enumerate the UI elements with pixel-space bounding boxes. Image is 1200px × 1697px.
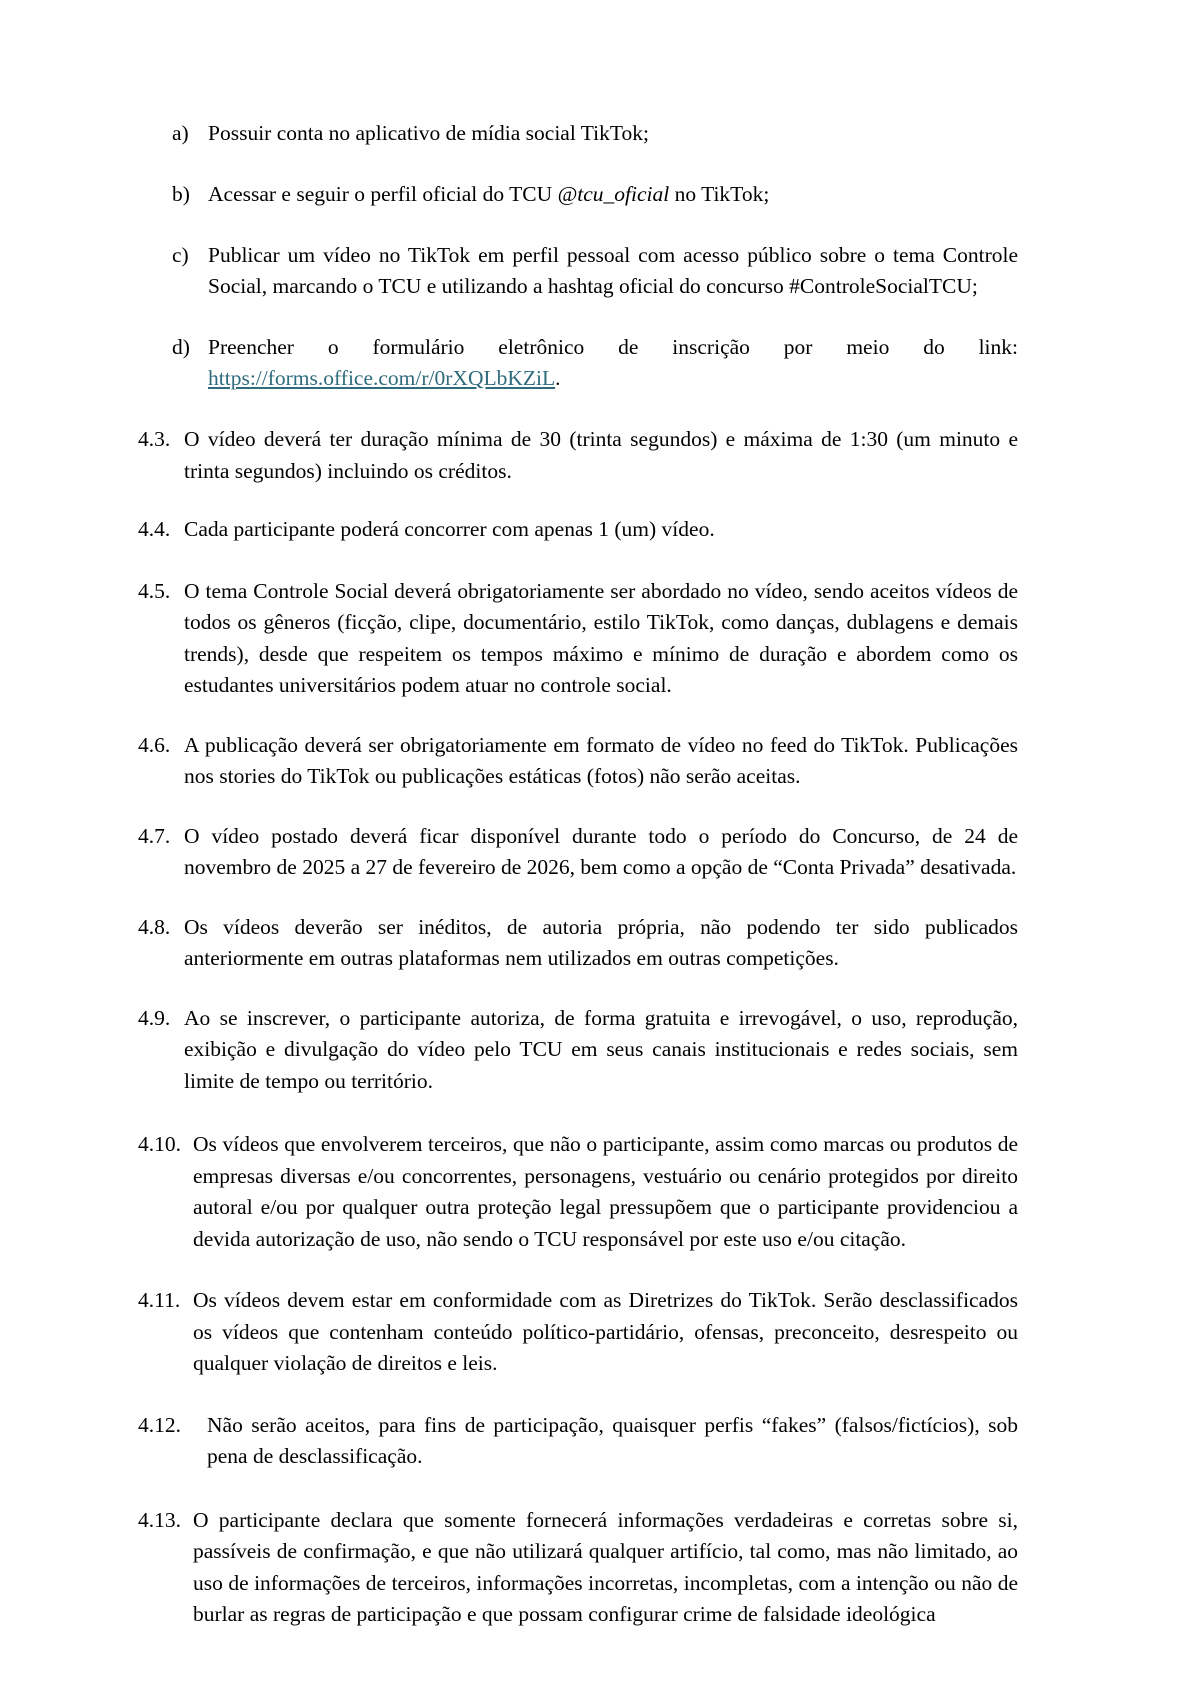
- clause-4-5-text: O tema Controle Social deverá obrigatoriamente ser abordado no vídeo, sendo aceitos vídeos de todos os gêneros (ficção, clipe, documentário, estilo TikTok, como danças, dublagens e demais trends), desde que respeitem os tempos máximo e mínimo de duração e abordem como os estudantes universitários podem atuar no controle social.: [184, 578, 1018, 697]
- list-marker-a: a): [172, 121, 189, 145]
- clause-4-8-text: Os vídeos deverão ser inéditos, de autoria própria, não podendo ter sido publicados anteriormente em outras plataformas nem utilizados em outras competições.: [184, 914, 1018, 970]
- clause-4-10-text: Os vídeos que envolverem terceiros, que não o participante, assim como marcas ou produtos de empresas diversas e/ou concorrentes, personagens, vestuário ou cenário protegidos por direito autoral e/ou por qualquer outra proteção legal pressupõem que o participante providenciou a devida autorização de uso, não sendo o TCU responsável por este uso e/ou citação.: [193, 1132, 1018, 1251]
- list-item-d: [138, 332, 1018, 394]
- list-item-c-text: Publicar um vídeo no TikTok em perfil pessoal com acesso público sobre o tema Controle Social, marcando o TCU e utilizando a hashtag oficial do concurso #ControleSocialTCU;: [208, 243, 1018, 298]
- clause-4-4-text: Cada participante poderá concorrer com apenas 1 (um) vídeo.: [184, 517, 715, 541]
- clause-4-6: [138, 730, 1018, 793]
- clause-4-13-text: O participante declara que somente fornecerá informações verdadeiras e corretas sobre si, passíveis de confirmação, e que não utilizará qualquer artifício, tal como, mas não limitado, ao uso de informações de terceiros, informações incorretas, incompletas, com a intenção ou não de burlar as regras de participação e que possam configurar crime de falsidade ideológica: [193, 1507, 1018, 1626]
- clause-4-7-text: O vídeo postado deverá ficar disponível durante todo o período do Concurso, de 24 de novembro de 2025 a 27 de fevereiro de 2026, bem como a opção de “Conta Privada” desativada.: [184, 823, 1018, 879]
- clause-4-10-number: 4.10.: [138, 1132, 181, 1156]
- list-item-b-text-before: Acessar e seguir o perfil oficial do TCU: [208, 182, 558, 206]
- list-marker-b: b): [172, 182, 190, 206]
- list-item-c: [138, 240, 1018, 302]
- registration-form-link[interactable]: https://forms.office.com/r/0rXQLbKZiL: [208, 366, 556, 390]
- clause-4-13: [138, 1505, 1018, 1631]
- clause-4-3: [138, 424, 1018, 487]
- list-marker-c: c): [172, 243, 189, 267]
- clause-4-12: [138, 1410, 1018, 1473]
- clause-4-3-number: 4.3.: [138, 427, 171, 451]
- list-item-b-text: [208, 179, 1018, 210]
- clause-4-3-text: O vídeo deverá ter duração mínima de 30 (trinta segundos) e máxima de 1:30 (um minuto e trinta segundos) incluindo os créditos.: [184, 427, 1018, 483]
- clause-4-9-number: 4.9.: [138, 1005, 171, 1030]
- list-marker-d: d): [172, 335, 190, 359]
- clause-4-7: [138, 821, 1018, 884]
- list-item-d-text: [208, 332, 1018, 394]
- tcu-handle: @tcu_oficial: [557, 182, 670, 206]
- list-item-d-text-after: .: [555, 366, 561, 390]
- clause-4-13-number: 4.13.: [138, 1507, 181, 1532]
- clause-4-4: [138, 514, 1018, 546]
- clause-4-11-number: 4.11.: [138, 1288, 181, 1312]
- clause-4-11: [138, 1285, 1018, 1380]
- clause-4-6-number: 4.6.: [138, 732, 171, 757]
- clause-4-10: [138, 1129, 1018, 1255]
- list-item-d-text-before: Preencher o formulário eletrônico de inscrição por meio do link:: [208, 335, 1018, 359]
- list-item-b: [138, 179, 1018, 210]
- clause-4-4-number: 4.4.: [138, 517, 171, 541]
- clause-4-11-text: Os vídeos devem estar em conformidade com as Diretrizes do TikTok. Serão desclassificados os vídeos que contenham conteúdo político-partidário, ofensas, preconceito, desrespeito ou qualquer violação de direitos e leis.: [193, 1288, 1018, 1375]
- clause-4-5-number: 4.5.: [138, 578, 171, 603]
- clause-4-12-number: 4.12.: [138, 1412, 181, 1437]
- document-content: [138, 118, 1018, 1631]
- list-item-a-text: Possuir conta no aplicativo de mídia social TikTok;: [208, 121, 650, 145]
- clause-4-7-number: 4.7.: [138, 823, 171, 848]
- clause-4-8-number: 4.8.: [138, 914, 171, 939]
- clause-4-6-text: A publicação deverá ser obrigatoriamente em formato de vídeo no feed do TikTok. Publicações nos stories do TikTok ou publicações estáticas (fotos) não serão aceitas.: [184, 732, 1018, 788]
- list-item-b-text-after: no TikTok;: [669, 182, 770, 206]
- clause-4-9-text: Ao se inscrever, o participante autoriza, de forma gratuita e irrevogável, o uso, reprodução, exibição e divulgação do vídeo pelo TCU em seus canais institucionais e redes sociais, sem limite de tempo ou território.: [184, 1005, 1018, 1093]
- clause-4-9: [138, 1003, 1018, 1098]
- clause-4-5: [138, 576, 1018, 702]
- list-item-a: [138, 118, 1018, 149]
- clause-4-8: [138, 912, 1018, 975]
- clause-4-12-text: Não serão aceitos, para fins de participação, quaisquer perfis “fakes” (falsos/fictícios), sob pena de desclassificação.: [207, 1412, 1018, 1468]
